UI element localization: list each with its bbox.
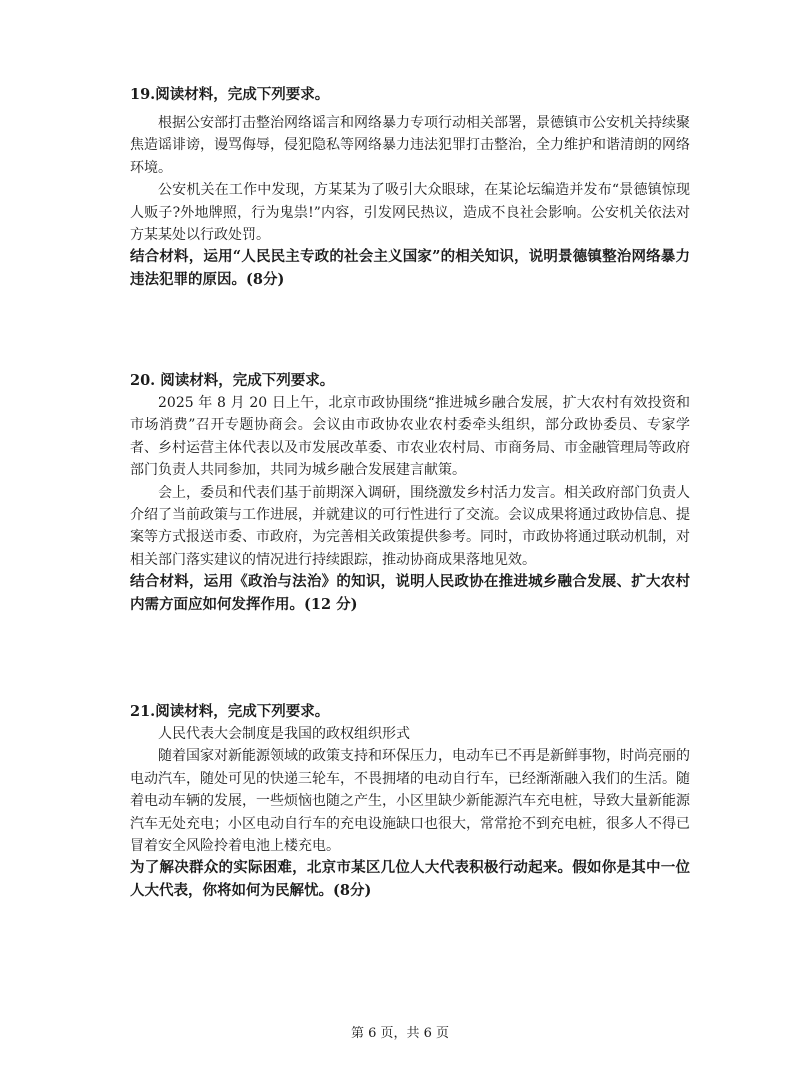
question-21-requirement: 为了解决群众的实际困难，北京市某区几位人大代表积极行动起来。假如你是其中一位人大代表，你将如何为民解忧。(8分) — [130, 859, 690, 899]
question-19-paragraph-1: 根据公安部打击整治网络谣言和网络暴力专项行动相关部署，景德镇市公安机关持续聚焦造谣诽谤，谩骂侮辱，侵犯隐私等网络暴力违法犯罪打击整治，全力维护和谐清朗的网络环境。 — [130, 115, 690, 176]
question-21 — [130, 701, 690, 902]
page-number: 第 6 页，共 6 页 — [350, 1026, 450, 1041]
question-20-paragraph-2: 会上，委员和代表们基于前期深入调研，围绕激发乡村活力发言。相关政府部门负责人介绍了当前政策与工作进展，并就建议的可行性进行了交流。会议成果将通过政协信息、提案等方式报送市委、市政府，为完善相关政策提供参考。同时，市政协将通过联动机制，对相关部门落实建议的情况进行持续跟踪，推动协商成果落地见效。 — [130, 484, 690, 568]
question-21-paragraph-2: 随着国家对新能源领域的政策支持和环保压力，电动车已不再是新鲜事物，时尚亮丽的电动汽车，随处可见的快递三轮车，不畏拥堵的电动自行车，已经渐渐融入我们的生活。随着电动车辆的发展，一些烦恼也随之产生，小区里缺少新能源汽车充电桩，导致大量新能源汽车无处充电；小区电动自行车的充电设施缺口也很大，常常抢不到充电桩，很多人不得已冒着安全风险拎着电池上楼充电。 — [130, 748, 690, 855]
question-19-requirement: 结合材料，运用“人民民主专政的社会主义国家”的相关知识，说明景德镇整治网络暴力违法犯罪的原因。(8分) — [130, 248, 690, 288]
question-21-title: 21.阅读材料，完成下列要求。 — [130, 703, 330, 720]
question-20-paragraph-1: 2025 年 8 月 20 日上午，北京市政协围绕“推进城乡融合发展，扩大农村有效投资和市场消费”召开专题协商会。会议由市政协农业农村委牵头组织，部分政协委员、专家学者、乡村运营主体代表以及市发展改革委、市农业农村局、市商务局、市金融管理局等政府部门负责人共同参加，共同为城乡融合发展建言献策。 — [130, 395, 690, 479]
question-20 — [130, 370, 690, 616]
question-19-title: 19.阅读材料，完成下列要求。 — [130, 86, 330, 103]
question-20-requirement: 结合材料，运用《政治与法治》的知识，说明人民政协在推进城乡融合发展、扩大农村内需方面应如何发挥作用。(12 分) — [130, 573, 690, 613]
question-20-title: 20. 阅读材料，完成下列要求。 — [130, 372, 335, 389]
question-21-paragraph-1: 人民代表大会制度是我国的政权组织形式 — [158, 726, 410, 742]
question-19 — [130, 84, 690, 291]
question-19-paragraph-2: 公安机关在工作中发现，方某某为了吸引大众眼球，在某论坛编造并发布“景德镇惊现人贩子?外地牌照，行为鬼祟!”内容，引发网民热议，造成不良社会影响。公安机关依法对方某某处以行政处罚。 — [130, 182, 690, 244]
